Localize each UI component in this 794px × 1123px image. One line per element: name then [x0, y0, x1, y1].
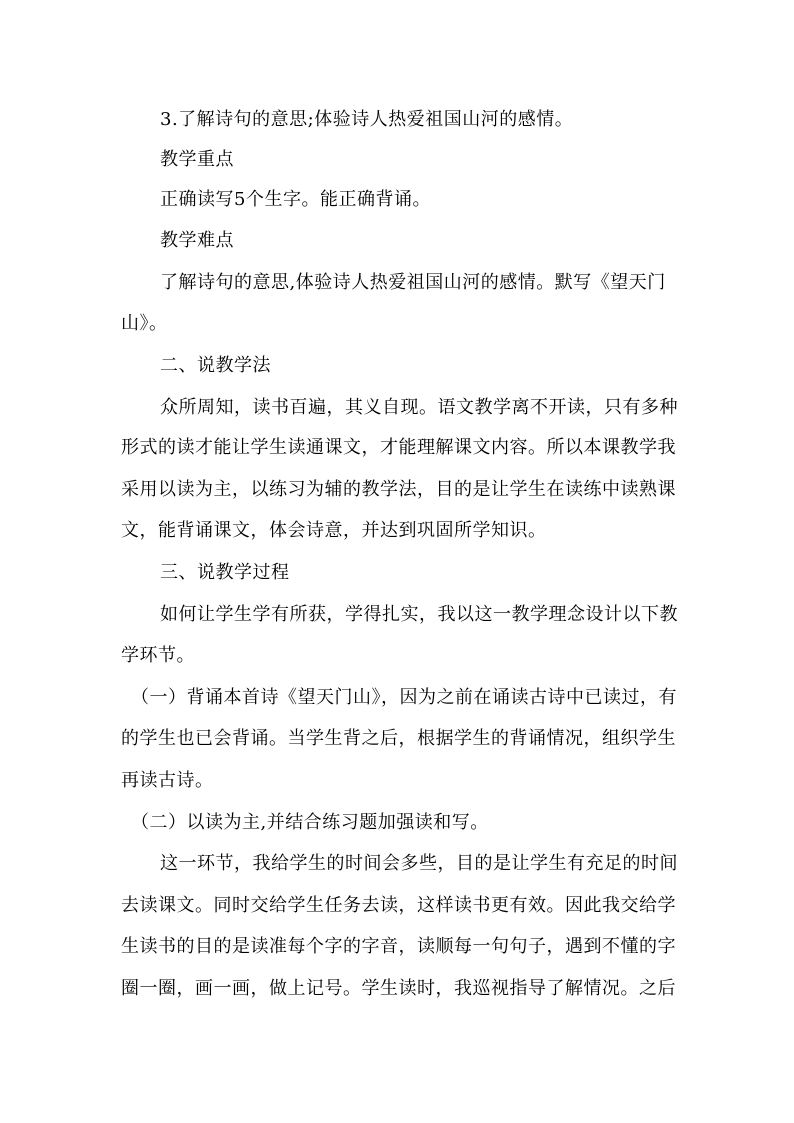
key-points-text: 正确读写5个生字。能正确背诵。 [160, 189, 431, 210]
method-paragraph-line-1: 众所周知，读书百遍，其义自现。语文教学离不开读，只有多种 [160, 397, 678, 418]
objective-3: 3.了解诗句的意思;体验诗人热爱祖国山河的感情。 [160, 109, 574, 130]
difficult-points-text: 了解诗句的意思,体验诗人热爱祖国山河的感情。默写《望天门 [160, 272, 666, 293]
step-1-line-1: （一）背诵本首诗《望天门山》，因为之前在诵读古诗中已读过，有 [131, 687, 677, 708]
step-1-line-2: 的学生也已会背诵。当学生背之后，根据学生的背诵情况，组织学生 [121, 728, 676, 749]
step-2-line-3: 生读书的目的是读准每个字的字音，读顺每一句句子，遇到不懂的字 [121, 936, 676, 957]
heading-key-points: 教学重点 [160, 149, 234, 170]
method-paragraph-line-2: 形式的读才能让学生读通课文，才能理解课文内容。所以本课教学我 [121, 437, 676, 458]
step-2-line-2: 去读课文。同时交给学生任务去读，这样读书更有效。因此我交给学 [121, 895, 676, 916]
difficult-points-text-cont: 山》。 [121, 313, 168, 334]
step-2-line-4: 圈一圈，画一画，做上记号。学生读时，我巡视指导了解情况。之后 [121, 978, 676, 999]
section-2-heading: 二、说教学法 [160, 355, 271, 376]
method-paragraph-line-3: 采用以读为主，以练习为辅的教学法，目的是让学生在读练中读熟课 [121, 479, 676, 500]
section-3-heading: 三、说教学过程 [160, 562, 290, 583]
heading-difficult-points: 教学难点 [160, 230, 234, 251]
method-paragraph-line-4: 文，能背诵课文，体会诗意，并达到巩固所学知识。 [121, 520, 547, 541]
step-2-heading: （二）以读为主,并结合练习题加强读和写。 [131, 812, 489, 833]
process-intro-line-1: 如何让学生学有所获，学得扎实，我以这一教学理念设计以下教 [160, 604, 678, 625]
step-2-line-1: 这一环节，我给学生的时间会多些，目的是让学生有充足的时间 [160, 853, 678, 874]
process-intro-line-2: 学环节。 [121, 645, 195, 666]
step-1-line-3: 再读古诗。 [121, 770, 214, 791]
